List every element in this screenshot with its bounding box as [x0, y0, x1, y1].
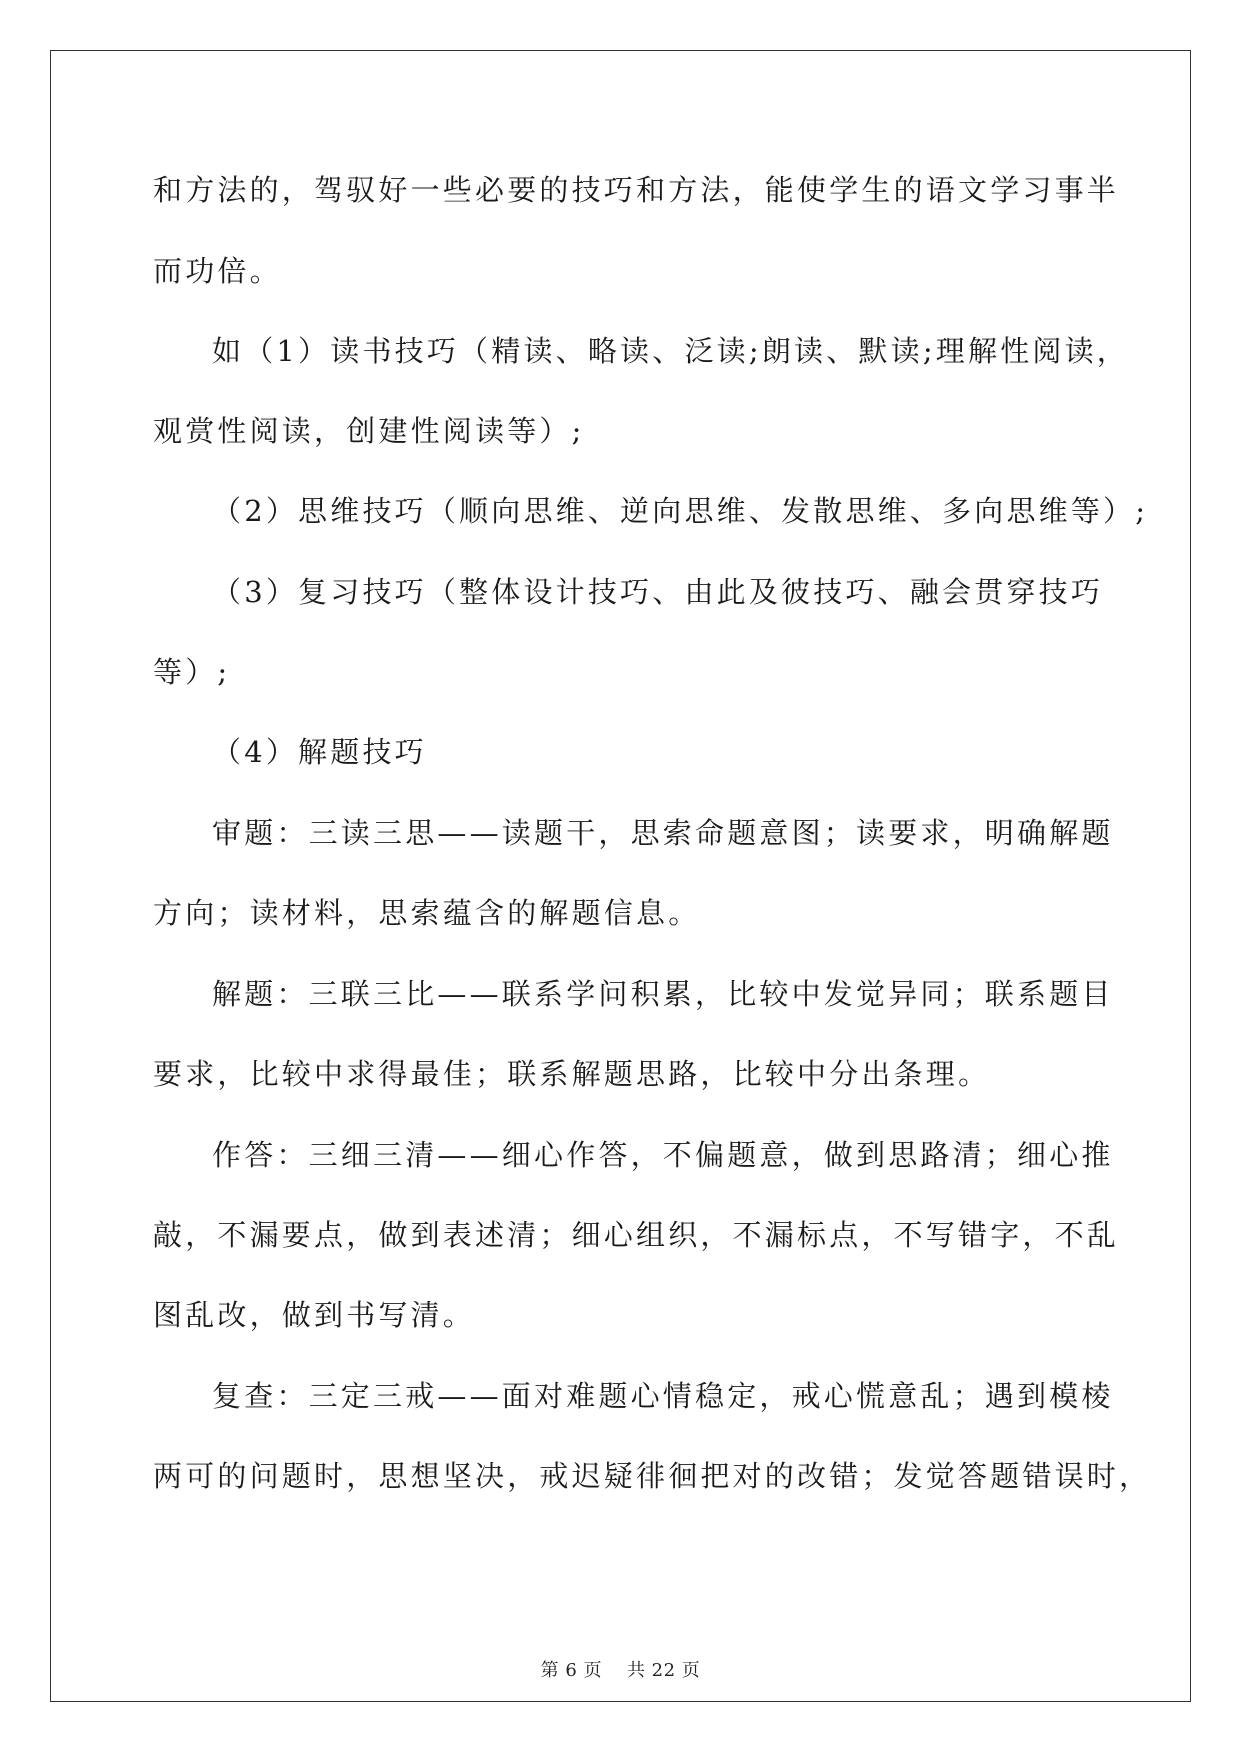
text-line: 等）;: [153, 655, 231, 689]
text-line: 要求，比较中求得最佳；联系解题思路，比较中分出条理。: [153, 1057, 991, 1091]
text-line: 复查：三定三戒——面对难题心情稳定，戒心慌意乱；遇到模棱: [212, 1379, 1114, 1413]
text-line: （2）思维技巧（顺向思维、逆向思维、发散思维、多向思维等）;: [212, 494, 1149, 528]
text-line: 两可的问题时，思想坚决，戒迟疑徘徊把对的改错；发觉答题错误时，: [153, 1459, 1152, 1493]
text-line: （4）解题技巧: [212, 735, 427, 769]
text-line: （3）复习技巧（整体设计技巧、由此及彼技巧、融会贯穿技巧: [212, 575, 1104, 609]
text-line: 作答：三细三清——细心作答，不偏题意，做到思路清；细心推: [212, 1138, 1114, 1172]
page-border: [50, 50, 1191, 1702]
text-line: 图乱改，做到书写清。: [153, 1298, 476, 1332]
text-line: 和方法的，驾驭好一些必要的技巧和方法，能使学生的语文学习事半: [153, 173, 1120, 207]
text-line: 敲，不漏要点，做到表述清；细心组织，不漏标点，不写错字，不乱: [153, 1218, 1120, 1252]
text-line: 而功倍。: [153, 254, 282, 288]
text-line: 解题：三联三比——联系学问积累，比较中发觉异同；联系题目: [212, 977, 1114, 1011]
text-line: 如（1）读书技巧（精读、略读、泛读;朗读、默读;理解性阅读，: [212, 334, 1129, 368]
text-line: 观赏性阅读，创建性阅读等）;: [153, 414, 585, 448]
text-line: 方向；读材料，思索蕴含的解题信息。: [153, 896, 701, 930]
text-line: 审题：三读三思——读题干，思索命题意图；读要求，明确解题: [212, 816, 1114, 850]
page-number-footer: 第 6 页 共 22 页: [540, 1660, 701, 1681]
